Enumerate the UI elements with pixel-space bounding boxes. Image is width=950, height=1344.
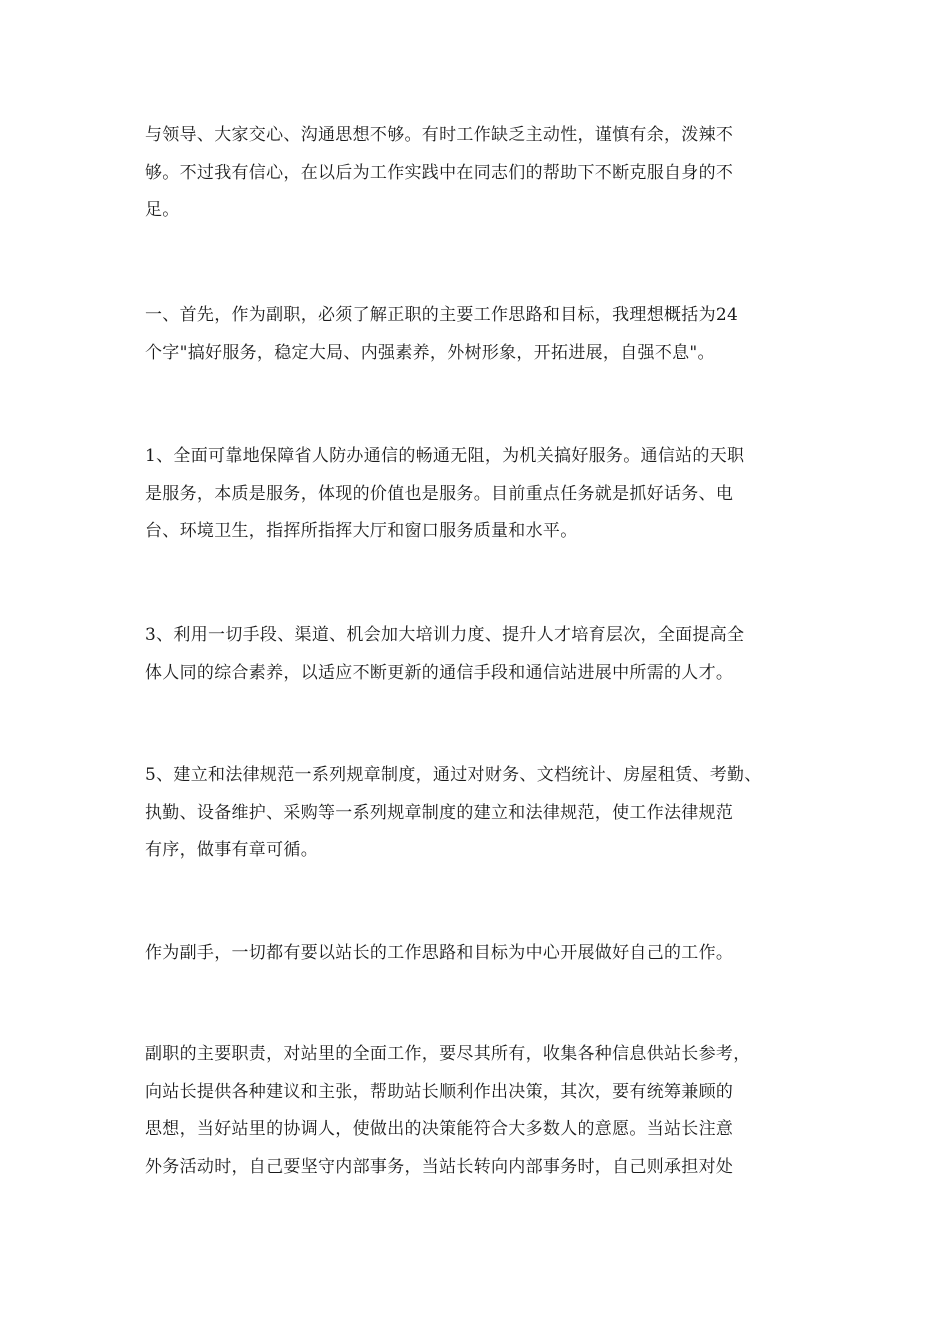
text-line: 向站长提供各种建议和主张，帮助站长顺利作出决策，其次，要有统筹兼顾的 [145, 1081, 734, 1102]
paragraph-item-1 [145, 438, 815, 551]
text-line: 执勤、设备维护、采购等一系列规章制度的建立和法律规范，使工作法律规范 [145, 802, 734, 823]
text-line: 思想，当好站里的协调人，使做出的决策能符合大多数人的意愿。当站长注意 [145, 1119, 734, 1139]
text-line: 3、利用一切手段、渠道、机会加大培训力度、提升人才培育层次，全面提高全 [145, 625, 745, 645]
text-line: 作为副手，一切都有要以站长的工作思路和目标为中心开展做好自己的工作。 [145, 943, 734, 963]
text-line: 外务活动时，自己要坚守内部事务，当站长转向内部事务时，自己则承担对处 [145, 1156, 734, 1177]
text-line: 有序，做事有章可循。 [145, 840, 318, 860]
paragraph-item-5 [145, 757, 815, 870]
text-line: 体人同的综合素养，以适应不断更新的通信手段和通信站进展中所需的人才。 [145, 662, 734, 683]
paragraph-self-assessment [145, 117, 815, 230]
text-line: 足。 [145, 200, 180, 220]
paragraph-deputy-role [145, 935, 815, 973]
text-line: 个字"搞好服务，稳定大局、内强素养，外树形象，开拓进展，自强不息"。 [145, 342, 715, 363]
paragraph-item-3 [145, 617, 815, 692]
text-line: 是服务，本质是服务，体现的价值也是服务。目前重点任务就是抓好话务、电 [145, 483, 734, 504]
text-line: 够。不过我有信心，在以后为工作实践中在同志们的帮助下不断克服自身的不 [145, 162, 734, 183]
text-line: 5、建立和法律规范一系列规章制度，通过对财务、文档统计、房屋租赁、考勤、 [145, 765, 762, 785]
paragraph-deputy-duties [145, 1036, 815, 1186]
text-line: 1、全面可靠地保障省人防办通信的畅通无阻，为机关搞好服务。通信站的天职 [145, 446, 745, 466]
text-line: 副职的主要职责，对站里的全面工作，要尽其所有，收集各种信息供站长参考， [145, 1044, 751, 1064]
text-line: 与领导、大家交心、沟通思想不够。有时工作缺乏主动性，谨慎有余，泼辣不 [145, 125, 734, 145]
text-line: 台、环境卫生，指挥所指挥大厅和窗口服务质量和水平。 [145, 521, 578, 541]
text-line: 一、首先，作为副职，必须了解正职的主要工作思路和目标，我理想概括为24 [145, 305, 739, 325]
paragraph-section-one [145, 297, 815, 372]
